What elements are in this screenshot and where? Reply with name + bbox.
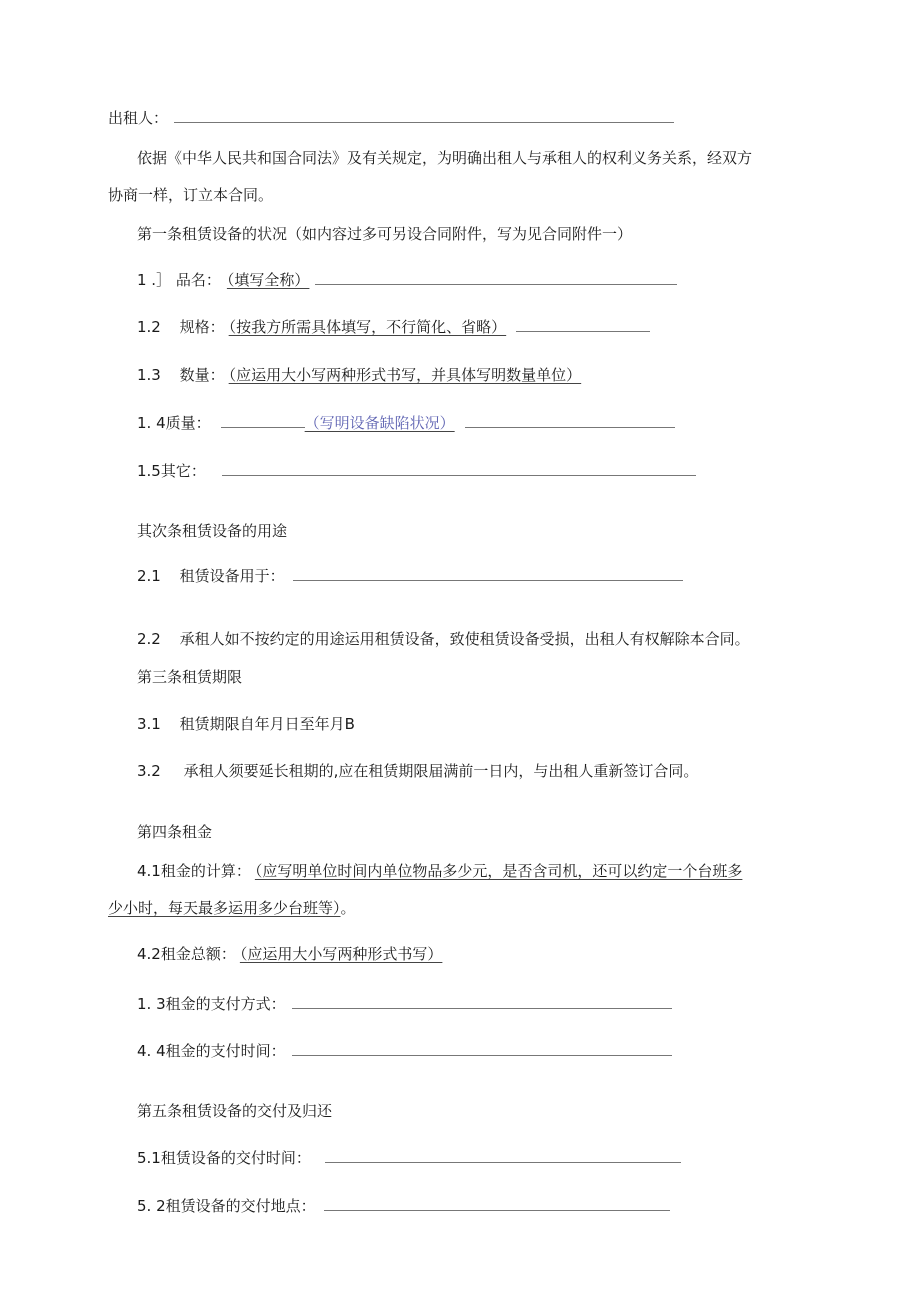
- item-5-1: [137, 1148, 681, 1168]
- item-1-1-label: 品名：: [175, 271, 221, 289]
- item-5-2-label: 租赁设备的交付地点：: [165, 1197, 316, 1215]
- item-3-2-number: 3.2: [137, 762, 161, 780]
- article-2-title: 其次条租赁设备的用途: [137, 522, 288, 540]
- item-1-4: [137, 413, 675, 433]
- item-5-2-number: 5. 2: [137, 1197, 166, 1215]
- item-1-3: [137, 365, 581, 385]
- item-4-2-hint: （应运用大小写两种形式书写）: [239, 945, 443, 963]
- item-4-2-number: 4.2: [137, 945, 161, 963]
- item-4-1: [137, 861, 742, 881]
- item-3-1: [137, 714, 355, 734]
- item-2-1-field[interactable]: [293, 566, 683, 581]
- lessor-field[interactable]: [174, 108, 674, 123]
- item-1-1-field[interactable]: [315, 270, 677, 285]
- item-1-4-hint: （写明设备缺陷状况）: [304, 414, 455, 432]
- item-1-2-number: 1.2: [137, 318, 161, 336]
- item-3-1-number: 3.1: [137, 715, 161, 733]
- item-4-1-continued: [108, 898, 356, 918]
- item-4-4-number: 4. 4: [137, 1042, 166, 1060]
- item-2-1-number: 2.1: [137, 567, 161, 585]
- item-1-2: [137, 317, 650, 337]
- item-3-1-text: 租赁期限自年月日至年月B: [179, 715, 355, 733]
- lessor-label: 出租人：: [108, 109, 169, 127]
- item-1-5: [137, 461, 696, 481]
- item-1-5-label: 其它：: [160, 462, 206, 480]
- item-1-1-number: 1 .］: [137, 271, 172, 289]
- item-1-4-number: 1. 4: [137, 414, 166, 432]
- item-2-2: [137, 629, 750, 649]
- item-4-4-label: 租金的支付时间：: [165, 1042, 286, 1060]
- article-3-title: 第三条租赁期限: [137, 668, 243, 686]
- item-4-3-field[interactable]: [292, 994, 672, 1009]
- item-1-3-hint: （应运用大小写两种形式书写，并具体写明数量单位）: [228, 366, 582, 384]
- item-4-2-label: 租金总额：: [160, 945, 236, 963]
- item-5-2-field[interactable]: [324, 1196, 670, 1211]
- item-4-4-field[interactable]: [292, 1041, 672, 1056]
- item-4-3-number: 1. 3: [137, 995, 166, 1013]
- item-1-1: [137, 270, 677, 290]
- item-1-2-hint: （按我方所需具体填写，不行简化、省略）: [228, 318, 507, 336]
- item-2-1-label: 租赁设备用于：: [179, 567, 285, 585]
- item-3-2: [137, 761, 698, 781]
- item-5-1-field[interactable]: [325, 1148, 681, 1163]
- item-5-1-number: 5.1: [137, 1149, 161, 1167]
- item-4-3: [137, 994, 672, 1014]
- item-1-4-label: 质量：: [165, 414, 211, 432]
- item-4-1-hint-part1: （应写明单位时间内单位物品多少元，是否含司机，还可以约定一个台班多: [254, 862, 743, 880]
- item-1-3-label: 数量：: [179, 366, 225, 384]
- item-4-3-label: 租金的支付方式：: [165, 995, 286, 1013]
- item-4-1-label: 租金的计算：: [160, 862, 251, 880]
- item-1-3-number: 1.3: [137, 366, 161, 384]
- item-1-1-hint: （填写全称）: [226, 271, 310, 289]
- item-3-2-text: 承租人须要延长租期的,应在租赁期限届满前一日内，与出租人重新签订合同。: [183, 762, 699, 780]
- item-4-2: [137, 944, 442, 964]
- item-5-2: [137, 1196, 670, 1216]
- item-2-1: [137, 566, 683, 586]
- item-2-2-text: 承租人如不按约定的用途运用租赁设备，致使租赁设备受损，出租人有权解除本合同。: [179, 630, 750, 648]
- basis-paragraph-line2: 协商一样，订立本合同。: [108, 186, 274, 204]
- basis-paragraph-line1: 依据《中华人民共和国合同法》及有关规定，为明确出租人与承租人的权利义务关系，经双方: [137, 149, 753, 167]
- item-2-2-number: 2.2: [137, 630, 161, 648]
- item-1-4-field-after[interactable]: [465, 413, 675, 428]
- item-4-1-number: 4.1: [137, 862, 161, 880]
- article-1-title: 第一条租赁设备的状况（如内容过多可另设合同附件，写为见合同附件一）: [137, 225, 633, 243]
- item-1-5-field[interactable]: [222, 461, 696, 476]
- item-1-2-label: 规格：: [179, 318, 225, 336]
- article-5-title: 第五条租赁设备的交付及归还: [137, 1102, 333, 1120]
- item-5-1-label: 租赁设备的交付时间：: [160, 1149, 311, 1167]
- item-1-2-field[interactable]: [516, 317, 650, 332]
- lessor-line: [108, 108, 674, 128]
- item-1-4-field-before[interactable]: [221, 413, 305, 428]
- item-1-5-number: 1.5: [137, 462, 161, 480]
- article-4-title: 第四条租金: [137, 823, 213, 841]
- item-4-1-end: 。: [340, 899, 356, 917]
- item-4-1-hint-part2: 少小时，每天最多运用多少台班等）: [108, 899, 341, 917]
- item-4-4: [137, 1041, 672, 1061]
